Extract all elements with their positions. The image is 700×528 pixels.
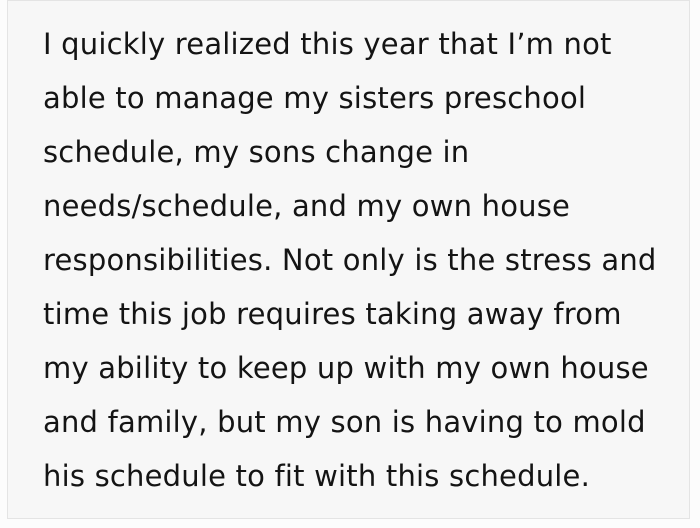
quote-line-7: my ability to keep up with my own house xyxy=(43,351,649,385)
quote-line-8: and family, but my son is having to mold xyxy=(43,405,646,439)
quote-line-1: I quickly realized this year that I’m not xyxy=(43,27,612,61)
quote-line-6: time this job requires taking away from xyxy=(43,297,622,331)
quote-line-4: needs/schedule, and my own house xyxy=(43,189,571,223)
quote-card xyxy=(7,0,690,519)
quote-line-9: his schedule to fit with this schedule. xyxy=(43,459,590,493)
quote-line-2: able to manage my sisters preschool xyxy=(43,81,587,115)
quote-line-3: schedule, my sons change in xyxy=(43,135,470,169)
quote-line-5: responsibilities. Not only is the stress and xyxy=(43,243,657,277)
